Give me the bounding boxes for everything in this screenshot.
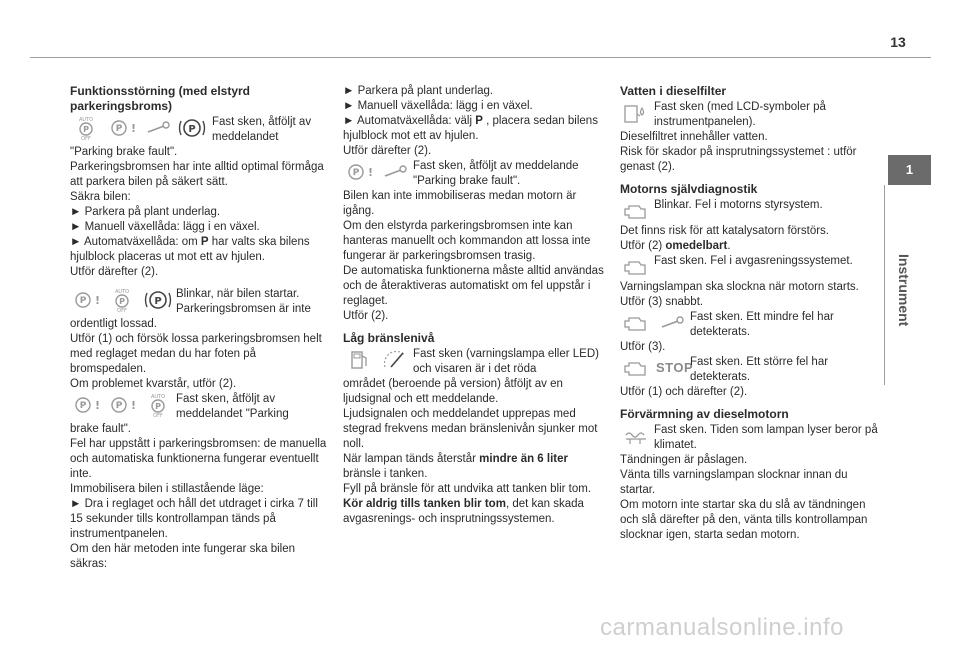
svg-text:P: P [79, 296, 87, 306]
svg-text:P: P [188, 124, 196, 135]
auto-parking-brake-icon [106, 287, 138, 313]
list-item: ► Manuell växellåda: lägg i en växel. [70, 221, 260, 233]
fuel-pump-icon [343, 347, 375, 373]
paragraph: Fyll på bränsle för att undvika att tanken blir tom. [343, 483, 592, 495]
engine-icon [620, 355, 652, 381]
paragraph: Om problemet kvarstår, utför (2). [70, 378, 237, 390]
engine-icon [620, 198, 652, 224]
text-preheating: Fast sken. Tiden som lampan lyser beror på klimatet. [654, 424, 878, 451]
paragraph: Dieselfiltret innehåller vatten. [620, 131, 768, 143]
auto-parking-brake-icon [142, 392, 174, 418]
watermark: carmanualsonline.info [600, 614, 844, 641]
icon-row-7 [620, 198, 882, 224]
heading-water-in-diesel: Vatten i dieselfilter [620, 84, 727, 98]
paragraph: ordentligt lossad. [70, 318, 157, 330]
paragraph: Om motorn inte startar ska du slå av tändningen och slå därefter på den, vänta tills kontrollampan slocknar igen, starta sedan motorn. [620, 499, 868, 541]
svg-text:P: P [352, 168, 360, 178]
parking-brake-warning-icon [70, 392, 102, 418]
heading-engine-diagnostics: Motorns självdiagnostik [620, 182, 758, 196]
paragraph: Utför (2) omedelbart. [620, 240, 731, 252]
svg-text:!: ! [95, 399, 101, 412]
list-item: ► Parkera på plant underlag. [70, 206, 221, 218]
svg-text:!: ! [131, 399, 137, 412]
list-item: ► Automatväxellåda: om P har valts ska bilens hjulblock placeras ut mot ett av hjulen. [70, 236, 310, 263]
text-minor-fault: Fast sken. Ett mindre fel har detekterats. [690, 311, 834, 338]
engine-icon [620, 254, 652, 280]
icon-row-11 [620, 423, 882, 453]
paragraph: Utför (1) och försök lossa parkeringsbromsen helt med reglaget medan du har foten på bromspedalen. [70, 333, 322, 375]
svg-text:P: P [155, 402, 161, 411]
svg-text:OFF: OFF [81, 136, 91, 141]
icon-row-2 [70, 287, 332, 317]
svg-text:!: ! [95, 294, 101, 307]
paragraph: Utför (3). [620, 341, 666, 353]
paragraph: Säkra bilen: [70, 191, 131, 203]
icon-row-8 [620, 254, 882, 280]
svg-text:P: P [115, 401, 123, 411]
heading-diesel-preheating: Förvärmning av dieselmotorn [620, 407, 789, 421]
svg-text:AUTO: AUTO [150, 394, 166, 400]
paragraph: Varningslampan ska slockna när motorn starts. [620, 281, 859, 293]
svg-text:P: P [119, 297, 125, 306]
parking-brake-warning-icon [343, 159, 375, 185]
stop-warning-icon: STOP [656, 360, 694, 375]
svg-text:P: P [154, 296, 162, 307]
svg-text:P: P [79, 401, 87, 411]
wrench-icon [656, 310, 688, 336]
chapter-tab[interactable]: 1 [888, 155, 931, 185]
icon-row-6 [620, 100, 882, 130]
paragraph: "Parking brake fault". [70, 146, 178, 158]
paragraph: När lampan tänds återstår mindre än 6 liter bränsle i tanken. [343, 453, 568, 480]
text-fast-sken-2: Fast sken, åtföljt av meddelandet "Parking [176, 393, 289, 420]
parking-brake-warning-icon [106, 392, 138, 418]
parking-brake-icon [176, 115, 208, 141]
text-blinkar-1: Blinkar, när bilen startar. Parkeringsbromsen är inte [176, 288, 311, 315]
paragraph: Tändningen är påslagen. [620, 454, 748, 466]
wrench-icon [379, 159, 411, 185]
engine-icon [620, 310, 652, 336]
svg-text:AUTO: AUTO [78, 117, 94, 123]
paragraph: Utför (2). [343, 310, 389, 322]
text-water-in-diesel: Fast sken (med LCD-symboler på instrumentpanelen). [654, 101, 826, 128]
text-exhaust-fault: Fast sken. Fel i avgasreningssystemet. [654, 255, 853, 267]
heading-parking-brake-fault: Funktionsstörning (med elstyrd parkeringsbroms) [70, 84, 251, 113]
paragraph: Immobilisera bilen i stillastående läge: [70, 483, 264, 495]
auto-parking-brake-icon [70, 115, 102, 141]
svg-text:OFF: OFF [117, 308, 127, 313]
list-item: ► Parkera på plant underlag. [343, 85, 494, 97]
list-item: ► Manuell växellåda: lägg i en växel. [343, 100, 533, 112]
parking-brake-warning-icon [70, 287, 102, 313]
wrench-icon [142, 115, 174, 141]
parking-brake-warning-icon [106, 115, 138, 141]
paragraph: Ljudsignalen och meddelandet upprepas med stegrad frekvens medan bränslenivån sjunker mot noll. [343, 408, 598, 450]
paragraph: Det finns risk för att katalysatorn förstörs. [620, 225, 829, 237]
parking-brake-icon [142, 287, 174, 313]
icon-row-4 [343, 159, 605, 189]
paragraph: brake fault". [70, 423, 131, 435]
paragraph: De automatiska funktionerna måste alltid användas och de återaktiveras automatiskt om fel uppstår i reglaget. [343, 265, 604, 307]
list-item: ► Dra i reglaget och håll det utdraget i cirka 7 till 15 sekunder tills kontrollampan tänds på instrumentpanelen. [70, 498, 318, 540]
paragraph: Risk för skador på insprutningssystemet : utför genast (2). [620, 146, 857, 173]
svg-text:AUTO: AUTO [114, 289, 130, 295]
paragraph: Vänta tills varningslampan slocknar innan du startar. [620, 469, 848, 496]
text-fast-sken-3: Fast sken, åtföljt av meddelande "Parking brake fault". [413, 160, 579, 187]
text-low-fuel: Fast sken (varningslampa eller LED) och visaren är i det röda [413, 348, 599, 375]
icon-row-3 [70, 392, 332, 422]
heading-low-fuel: Låg bränslenivå [343, 331, 435, 345]
text-fast-sken-1: Fast sken, åtföljt av meddelandet [212, 116, 312, 143]
paragraph: Bilen kan inte immobiliseras medan motorn är igång. [343, 190, 577, 217]
column-2 [343, 84, 605, 527]
paragraph: Utför därefter (2). [343, 145, 432, 157]
icon-row-10 [620, 355, 882, 385]
column-3 [620, 84, 882, 543]
icon-row-1 [70, 115, 332, 145]
side-rule [884, 185, 885, 385]
paragraph: Utför (1) och därefter (2). [620, 386, 748, 398]
icon-row-9 [620, 310, 882, 340]
paragraph: Parkeringsbromsen har inte alltid optimal förmåga att parkera bilen på säkert sätt. [70, 161, 324, 188]
paragraph: Utför därefter (2). [70, 266, 159, 278]
svg-text:!: ! [368, 166, 374, 179]
svg-text:OFF: OFF [153, 413, 163, 418]
icon-row-5 [343, 347, 605, 377]
header-rule [30, 57, 931, 58]
page-number: 13 [890, 34, 906, 50]
glow-plug-icon [620, 423, 652, 449]
chapter-title: Instrument [896, 253, 912, 327]
paragraph: Utför (3) snabbt. [620, 296, 704, 308]
svg-text:P: P [83, 125, 89, 134]
paragraph: Om den här metoden inte fungerar ska bilen säkras: [70, 543, 296, 570]
paragraph: Kör aldrig tills tanken blir tom, det kan skada avgasrenings- och insprutningssystemen. [343, 498, 584, 525]
svg-text:P: P [115, 124, 123, 134]
paragraph: Fel har uppstått i parkeringsbromsen: de manuella och automatiska funktionerna fungerar eventuellt inte. [70, 438, 327, 480]
text-major-fault: Fast sken. Ett större fel har detekterats. [690, 356, 829, 383]
svg-text:!: ! [131, 122, 137, 135]
paragraph: Om den elstyrda parkeringsbromsen inte kan hanteras manuellt och kommandon att lossa inte fungerar är parkeringsbromsen trasig. [343, 220, 591, 262]
water-in-fuel-icon [620, 100, 652, 126]
list-item: ► Automatväxellåda: välj P , placera sedan bilens hjulblock mot ett av hjulen. [343, 115, 598, 142]
text-engine-blinking: Blinkar. Fel i motorns styrsystem. [654, 199, 823, 211]
fuel-gauge-icon [379, 347, 411, 373]
paragraph: området (beroende på version) åtföljt av en ljudsignal och ett meddelande. [343, 378, 563, 405]
column-1 [70, 84, 332, 572]
